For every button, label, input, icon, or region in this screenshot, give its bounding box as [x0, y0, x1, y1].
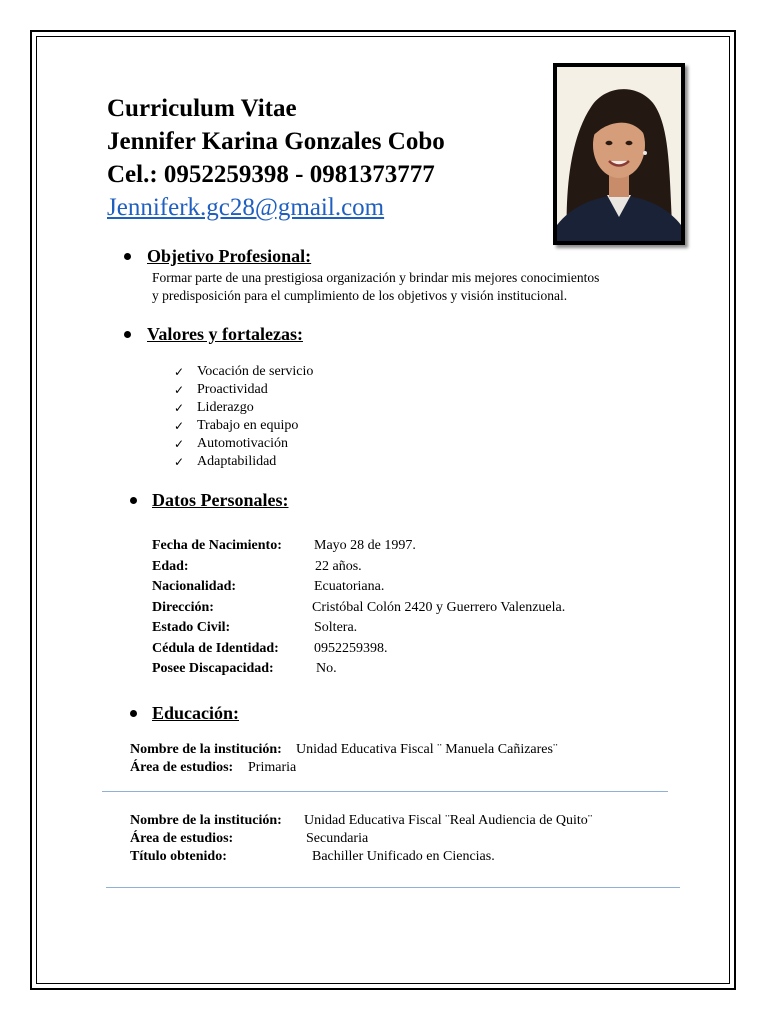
strengths-heading: Valores y fortalezas:	[147, 324, 303, 344]
bullet-strengths	[124, 331, 131, 338]
institution-value: Unidad Educativa Fiscal ¨Real Audiencia de Quito¨	[304, 813, 593, 828]
checkmark-icon: ✓	[174, 455, 185, 469]
institution-label: Nombre de la institución:	[130, 742, 282, 757]
separator-line	[106, 887, 680, 888]
objective-text-line1: Formar parte de una prestigiosa organización y brindar mis mejores conocimientos	[152, 270, 600, 285]
phone-numbers: Cel.: 0952259398 - 0981373777	[107, 161, 435, 188]
bullet-personal	[130, 497, 137, 504]
education-heading: Educación:	[152, 703, 240, 723]
checkmark-icon: ✓	[174, 419, 185, 433]
cv-header	[107, 92, 445, 224]
profile-photo-illustration	[557, 67, 681, 241]
objective-text-line2: y predisposición para el cumplimiento de los objetivos y visión institucional.	[152, 288, 568, 303]
institution-value: Unidad Educativa Fiscal ¨ Manuela Cañizares¨	[296, 742, 558, 757]
checkmark-icon: ✓	[174, 437, 185, 451]
bullet-objective	[124, 253, 131, 260]
area-label: Área de estudios:	[130, 831, 234, 846]
checkmark-icon: ✓	[174, 365, 185, 379]
checkmark-icon: ✓	[174, 383, 185, 397]
bullet-education	[130, 710, 137, 717]
area-label: Área de estudios:	[130, 760, 234, 775]
profile-photo	[553, 63, 685, 245]
objective-heading: Objetivo Profesional:	[147, 246, 312, 266]
institution-label: Nombre de la institución:	[130, 813, 282, 828]
personal-heading: Datos Personales:	[152, 490, 289, 510]
checkmark-icon: ✓	[174, 401, 185, 415]
separator-line	[102, 791, 668, 792]
area-value: Secundaria	[306, 831, 369, 846]
title-value: Bachiller Unificado en Ciencias.	[312, 849, 495, 864]
title-label: Título obtenido:	[130, 849, 227, 864]
candidate-name: Jennifer Karina Gonzales Cobo	[107, 128, 445, 155]
area-value: Primaria	[248, 760, 297, 775]
email-link[interactable]: Jenniferk.gc28@gmail.com	[107, 194, 385, 221]
document-title: Curriculum Vitae	[107, 95, 297, 122]
